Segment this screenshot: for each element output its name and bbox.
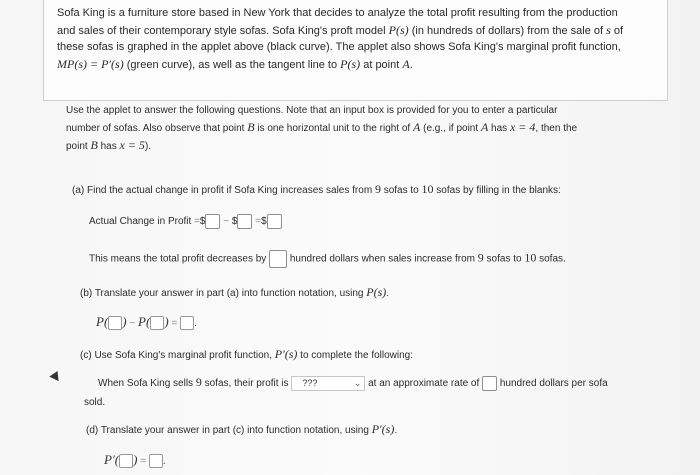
profit-change-input[interactable] <box>267 214 282 229</box>
part-a-question: (a) Find the actual change in profit if Sofa King increases sales from 9 sofas to 10 sofas by filling in the blanks: <box>72 182 561 196</box>
dollar-sign: $ <box>231 216 238 228</box>
part-d-result-input[interactable] <box>149 454 163 468</box>
p-arg-1-input[interactable] <box>108 316 122 330</box>
actual-change-row <box>89 214 282 229</box>
actual-change-label: Actual Change in Profit <box>89 216 192 228</box>
equals-sign: = <box>194 216 200 228</box>
part-b-row: P( ) − P( ) = . <box>96 314 197 329</box>
part-d-row: P′( ) = . <box>104 452 166 467</box>
decrease-amount-input[interactable] <box>269 250 287 268</box>
part-c-question: (c) Use Sofa King's marginal profit function, P′(s) to complete the following: <box>80 347 414 361</box>
part-d-question: (d) Translate your answer in part (c) into function notation, using P′(s). <box>86 422 398 436</box>
p-arg-2-input[interactable] <box>150 316 164 330</box>
intro-paragraph <box>57 5 647 73</box>
dollar-sign: $ <box>261 216 267 228</box>
profit-9-input[interactable] <box>237 214 252 229</box>
means-row: This means the total profit decreases by hundred dollars when sales increase from 9 sofas to 10 sofas. <box>89 250 566 268</box>
equals-sign: = <box>255 216 262 228</box>
instructions-line-1: Use the applet to answer the following questions. Note that an input box is provided for you to enter a particular <box>66 105 558 116</box>
chevron-down-icon: ⌄ <box>353 377 362 388</box>
part-b-question: (b) Translate your answer in part (a) into function notation, using P(s). <box>80 285 390 299</box>
instructions-line-2: number of sofas. Also observe that point B is one horizontal unit to the right of A (e.g., if point A has x = 4, then the <box>66 120 578 134</box>
p-prime-arg-input[interactable] <box>119 454 133 468</box>
instructions <box>66 103 646 155</box>
intro-line-4: MP(s) = P′(s) (green curve), as well as the tangent line to P(s) at point A. <box>57 56 413 71</box>
minus-sign: − <box>223 216 230 228</box>
intro-line-3: these sofas is graphed in the applet above (black curve). The applet also shows Sofa King's marginal profit function, <box>57 41 621 53</box>
mouse-cursor-icon <box>49 371 62 384</box>
dollar-sign: $ <box>199 216 206 228</box>
part-c-sold: sold. <box>84 397 106 408</box>
intro-line-1: Sofa King is a furniture store based in New York that decides to analyze the total profit resulting from the production <box>57 7 618 19</box>
profit-10-input[interactable] <box>205 214 220 229</box>
rate-input[interactable] <box>482 376 497 391</box>
intro-line-2: and sales of their contemporary style sofas. Sofa King's proft model P(s) (in hundreds of dollars) from the sale of s of <box>57 22 624 37</box>
instructions-line-3: point B has x = 5). <box>66 138 152 152</box>
part-b-result-input[interactable] <box>180 316 194 330</box>
part-c-row: When Sofa King sells 9 sofas, their profit is ??? ⌄ at an approximate rate of hundred dollars per sofa <box>98 375 608 389</box>
profit-trend-select[interactable]: ??? ⌄ <box>291 376 365 391</box>
